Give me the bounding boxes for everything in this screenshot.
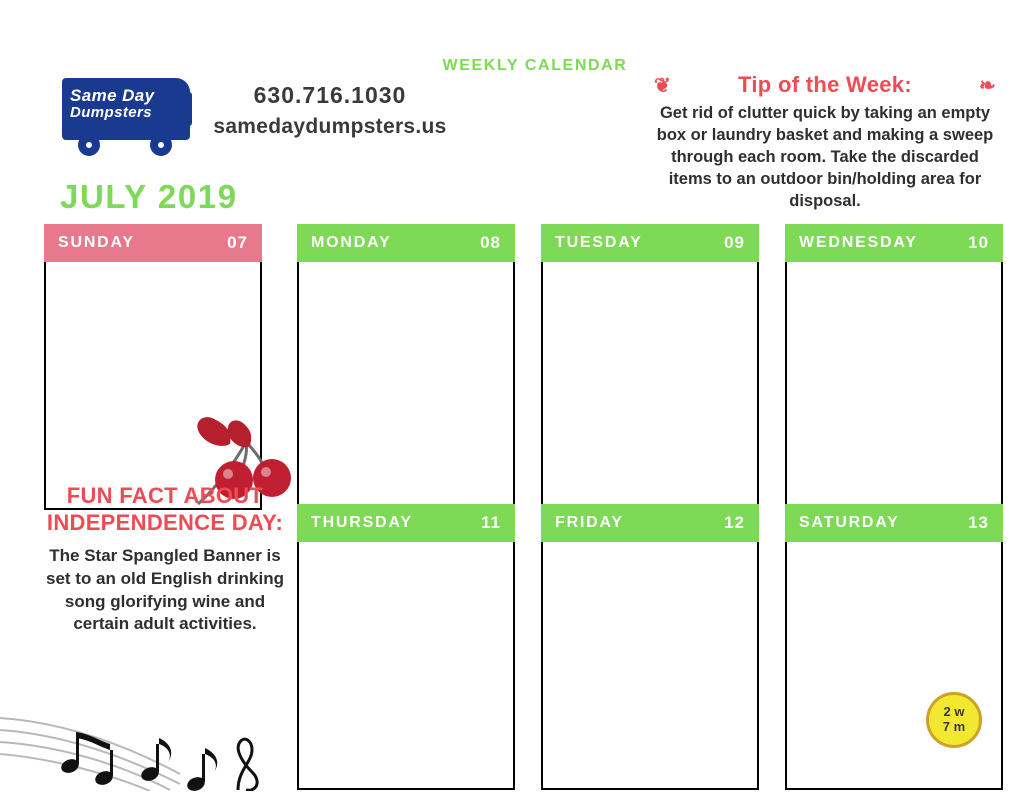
tip-body: Get rid of clutter quick by taking an empty box or laundry basket and making a sweep through each room. Take the discarded items to an outdoor bin/holding area for disposal. [656,104,994,210]
day-note-area[interactable] [785,542,1003,790]
day-name: THURSDAY [311,514,413,531]
day-number: 13 [968,513,989,532]
day-header [785,504,1003,542]
day-cell-tuesday[interactable] [541,224,759,510]
logo-line-2: Dumpsters [70,104,152,122]
swirl-left-icon: ❦ [654,75,672,97]
day-header [297,224,515,262]
day-number: 08 [480,233,501,252]
weekly-calendar-label: WEEKLY CALENDAR [442,57,628,74]
day-name: SUNDAY [58,234,135,251]
tip-of-the-week [640,72,1010,213]
logo-line-1: Same Day [70,86,155,105]
day-cell-thursday[interactable] [297,504,515,790]
fun-fact-body: The Star Spangled Banner is set to an old English drinking song glorifying wine and certain adult activities. [45,545,284,634]
day-header [541,224,759,262]
badge-line-1: 2 w [943,704,965,720]
day-number: 09 [724,233,745,252]
day-number: 10 [968,233,989,252]
day-note-area[interactable] [297,262,515,510]
day-name: SATURDAY [799,514,900,531]
badge-line-2: 7 m [942,719,966,734]
wheel-icon [150,134,172,156]
day-cell-friday[interactable] [541,504,759,790]
website-url[interactable]: samedaydumpsters.us [213,115,447,138]
fun-fact-heading: FUN FACT ABOUT INDEPENDENCE DAY: [46,483,284,535]
day-name: TUESDAY [555,234,643,251]
day-cell-monday[interactable] [297,224,515,510]
day-note-area[interactable] [785,262,1003,510]
day-cell-saturday[interactable] [785,504,1003,790]
day-name: FRIDAY [555,514,624,531]
contact-block [195,82,465,139]
tip-heading: Tip of the Week: [738,72,912,97]
page-title: JULY 2019 [60,178,238,215]
wheel-icon [78,134,100,156]
day-note-area[interactable] [541,262,759,510]
day-number: 07 [227,233,248,252]
logo-text [70,87,182,121]
day-cell-wednesday[interactable] [785,224,1003,510]
company-logo [62,78,190,158]
day-header [44,224,262,262]
swirl-right-icon: ❧ [978,75,996,97]
day-number: 12 [724,513,745,532]
status-badge [926,692,982,748]
day-note-area[interactable] [297,542,515,790]
day-header [297,504,515,542]
day-name: MONDAY [311,234,392,251]
fun-fact-block [45,483,285,636]
day-note-area[interactable] [541,542,759,790]
day-name: WEDNESDAY [799,234,918,251]
music-notes-icon [0,700,290,791]
day-header [785,224,1003,262]
tip-heading-row [640,72,1010,98]
day-number: 11 [481,513,501,532]
day-header [541,504,759,542]
phone-number[interactable]: 630.716.1030 [253,82,407,108]
